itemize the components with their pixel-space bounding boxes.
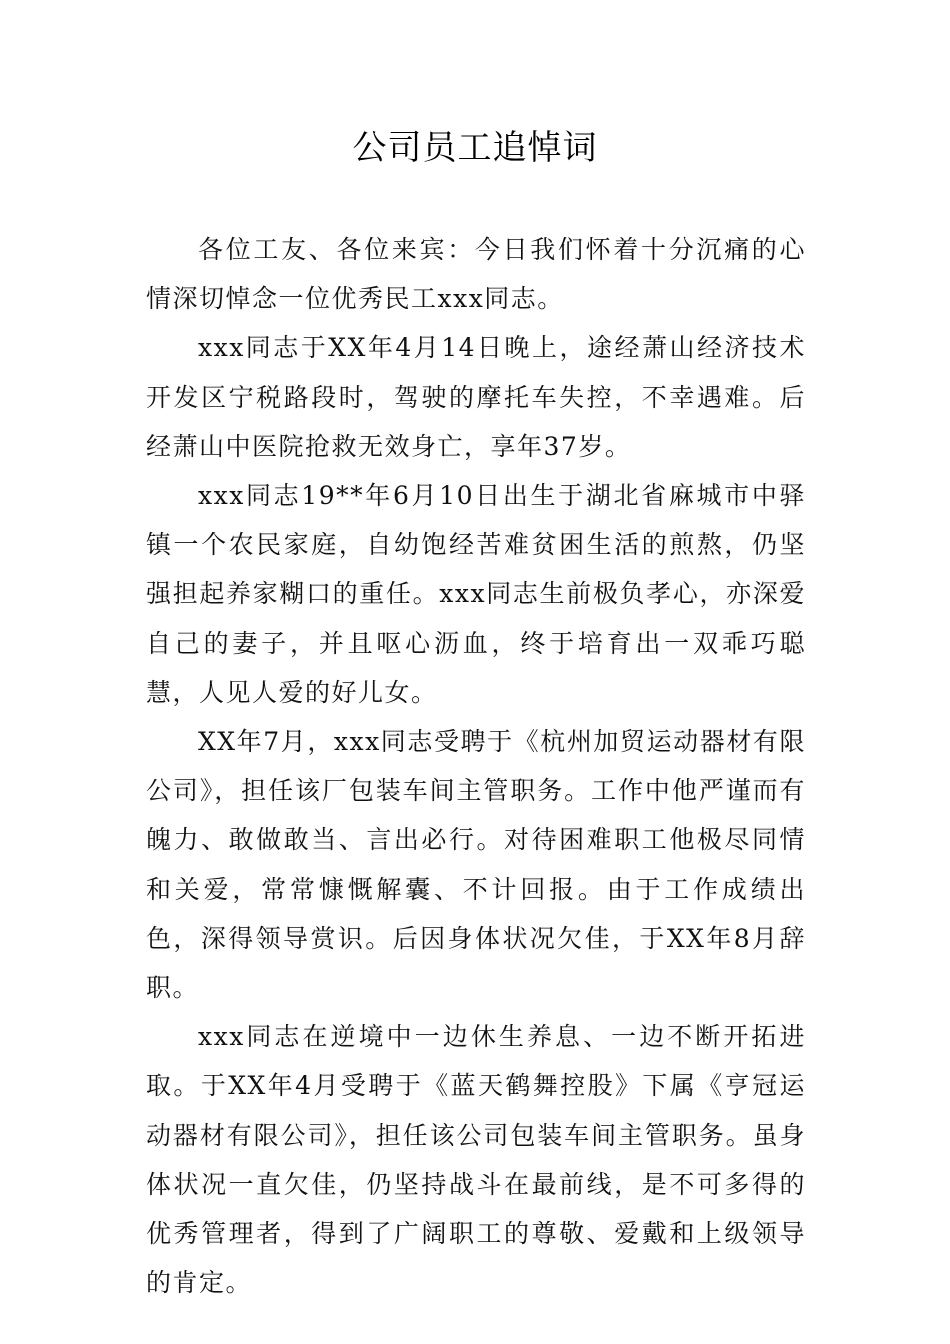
document-body — [146, 225, 806, 1307]
paragraph-background: xxx同志19**年6月10日出生于湖北省麻城市中驿镇一个农民家庭，自幼饱经苦难贫困生活的煎熬，仍坚强担起养家糊口的重任。xxx同志生前极负孝心，亦深爱自己的妻子，并且呕心沥血，终于培育出一双乖巧聪慧，人见人爱的好儿女。 — [146, 481, 806, 707]
document-title: 公司员工追悼词 — [352, 128, 598, 168]
paragraph-accident: xxx同志于XX年4月14日晚上，途经萧山经济技术开发区宁税路段时，驾驶的摩托车失控，不幸遇难。后经萧山中医院抢救无效身亡，享年37岁。 — [146, 333, 806, 461]
paragraph-opening: 各位工友、各位来宾：今日我们怀着十分沉痛的心情深切悼念一位优秀民工xxx同志。 — [146, 235, 806, 314]
paragraph-career-first: XX年7月，xxx同志受聘于《杭州加贸运动器材有限公司》，担任该厂包装车间主管职务。工作中他严谨而有魄力、敢做敢当、言出必行。对待困难职工他极尽同情和关爱，常常慷慨解囊、不计回报。由于工作成绩出色，深得领导赏识。后因身体状况欠佳，于XX年8月辞职。 — [146, 727, 806, 1003]
paragraph-career-second: xxx同志在逆境中一边休生养息、一边不断开拓进取。于XX年4月受聘于《蓝天鹤舞控股》下属《亨冠运动器材有限公司》，担任该公司包装车间主管职务。虽身体状况一直欠佳，仍坚持战斗在最前线，是不可多得的优秀管理者，得到了广阔职工的尊敬、爱戴和上级领导的肯定。 — [146, 1022, 806, 1298]
